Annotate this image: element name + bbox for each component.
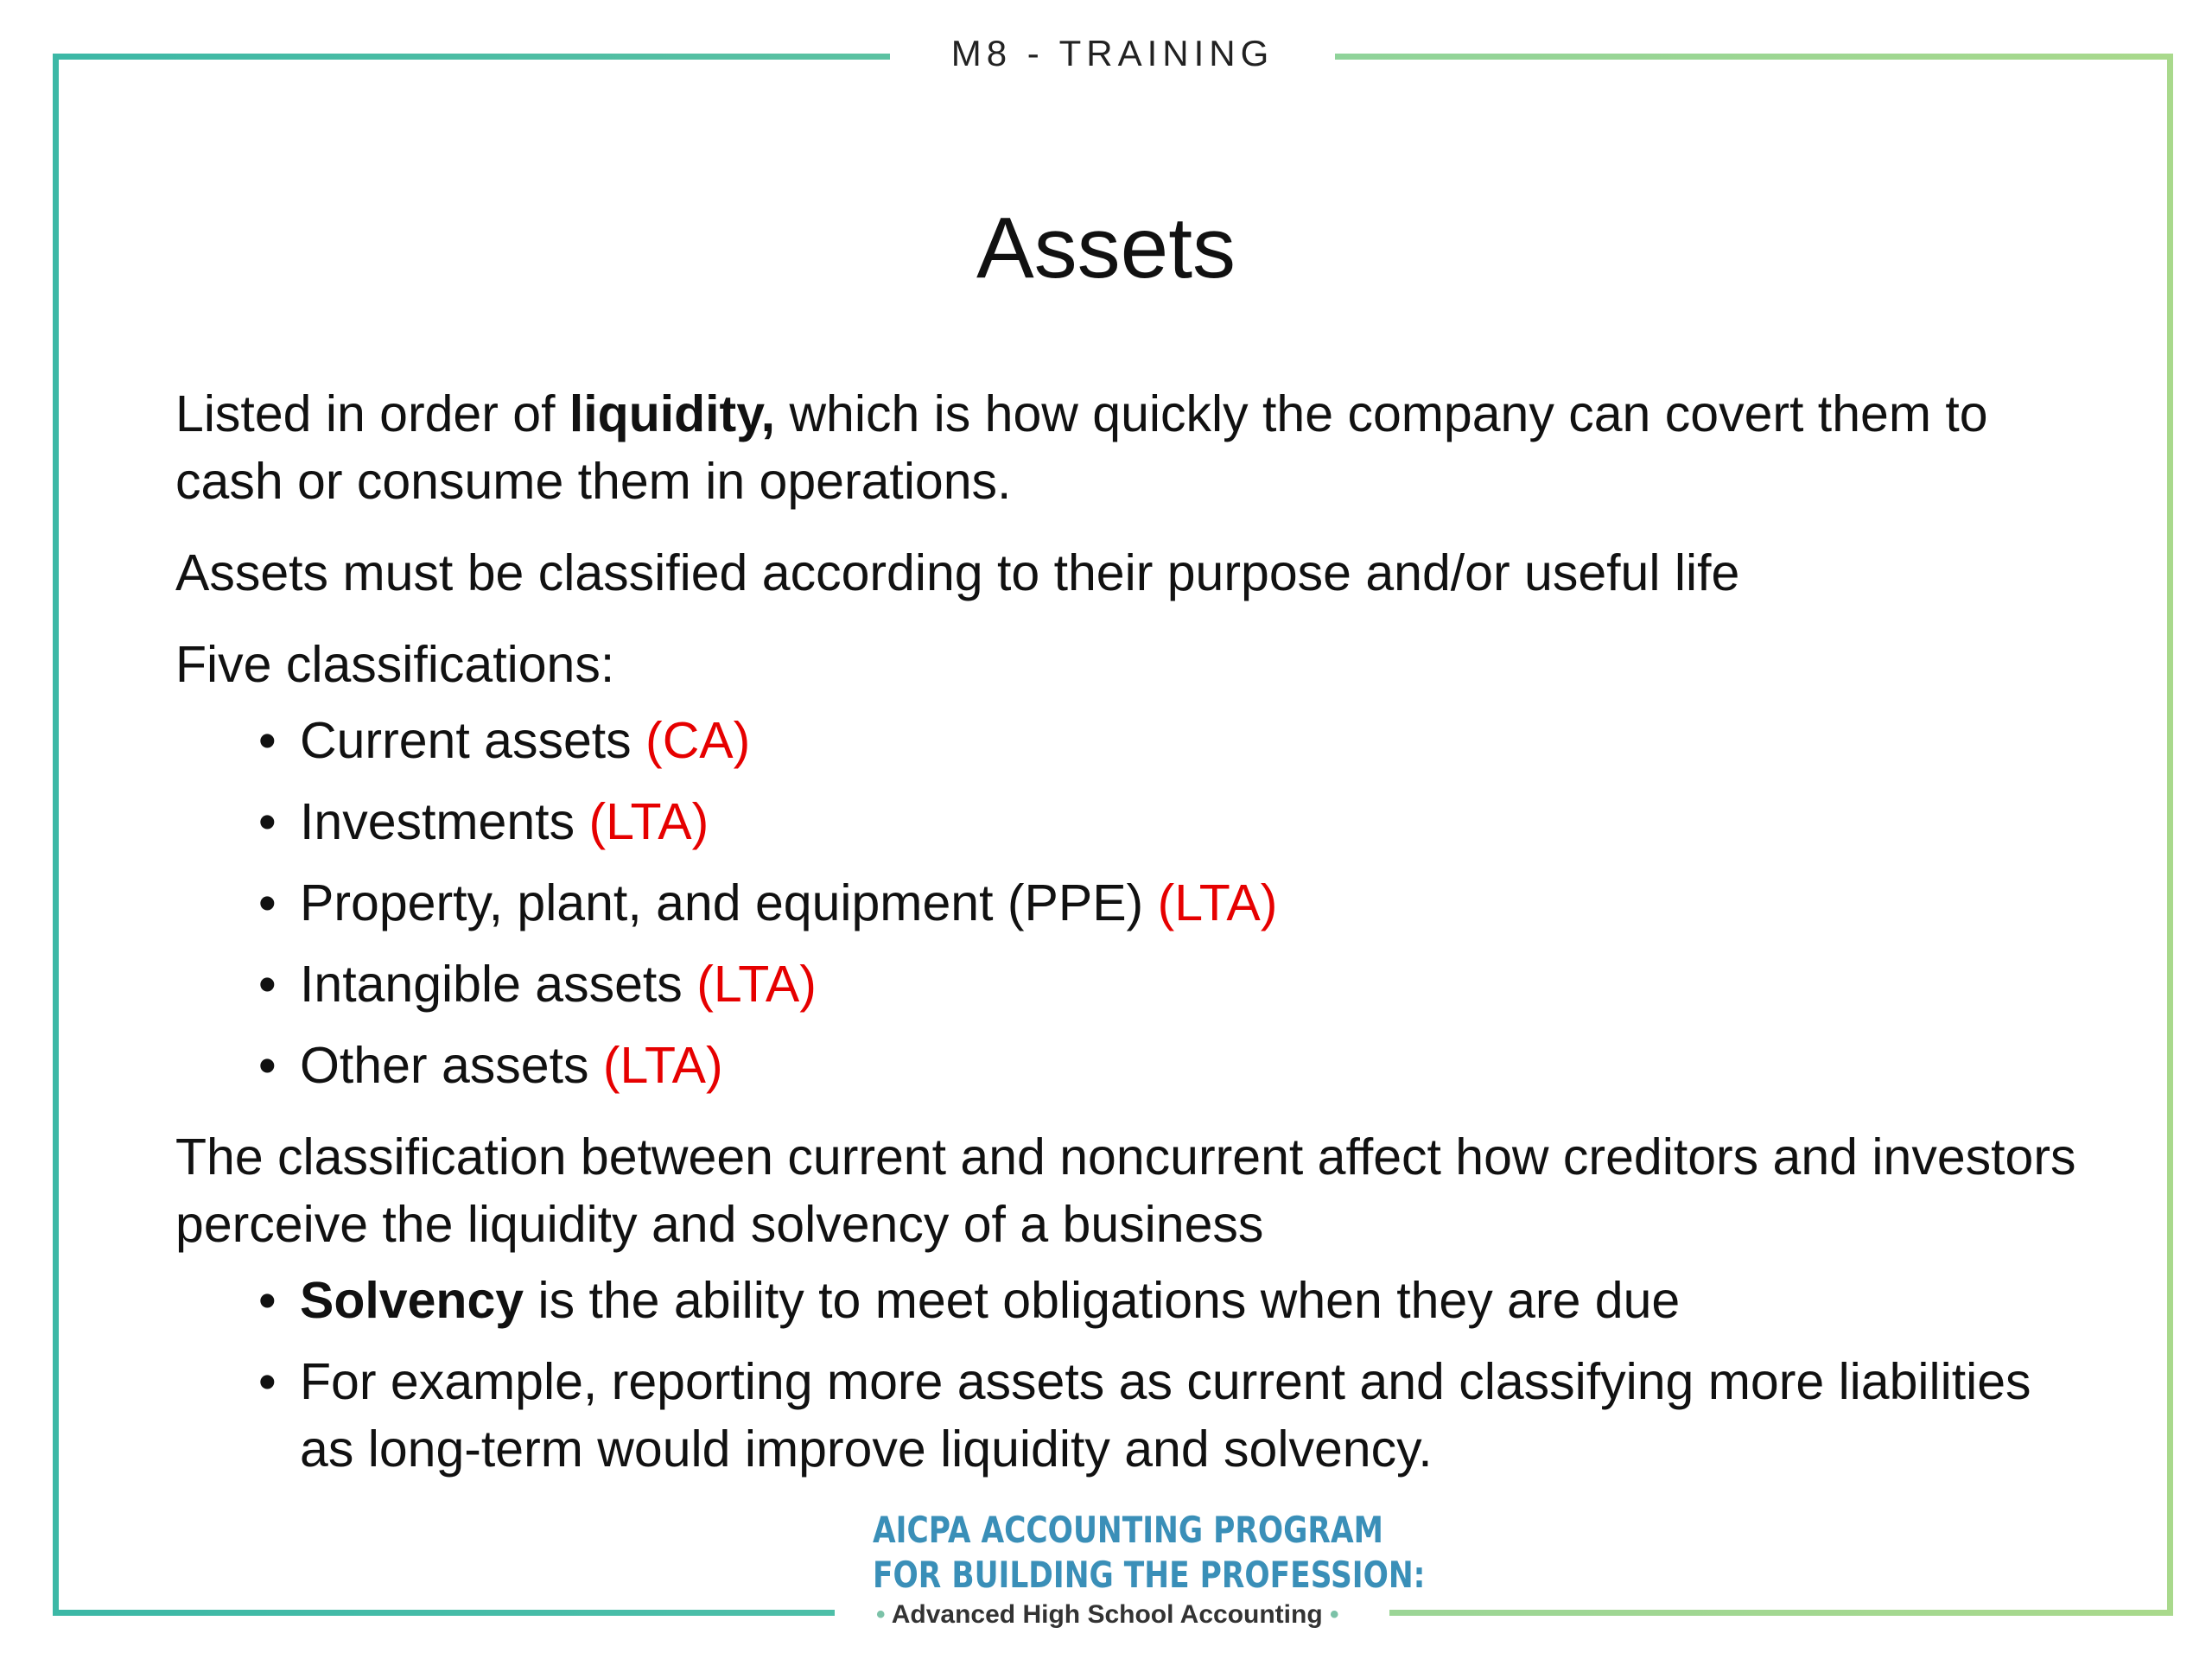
classification-tag: (LTA) — [588, 793, 709, 850]
frame-top-right-border — [1335, 54, 2173, 60]
aicpa-logo — [873, 1508, 1426, 1632]
liquidity-text-after: which is how quickly the company can covert them to cash or consume them in operations. — [175, 385, 1988, 510]
logo-line-1: AICPA ACCOUNTING PROGRAM — [873, 1509, 1383, 1551]
frame-bottom-left-border — [53, 1610, 835, 1616]
classification-tag: (LTA) — [1157, 874, 1278, 931]
list-item — [175, 1032, 2076, 1099]
classification-tag: (LTA) — [602, 1037, 723, 1094]
classification-label: Investments — [300, 793, 589, 850]
liquidity-paragraph — [175, 380, 2076, 515]
classification-tag: (CA) — [645, 712, 751, 769]
bullet-dot: • — [258, 793, 276, 850]
list-item — [175, 1267, 2076, 1334]
bullet-dot: • — [258, 1037, 276, 1094]
classification-paragraph: Assets must be classified according to their purpose and/or useful life — [175, 544, 1740, 601]
classification-list — [175, 707, 2076, 1099]
list-item — [175, 788, 2076, 855]
logo-dot-right: • — [1330, 1600, 1339, 1629]
list-item — [175, 869, 2076, 937]
slide-body — [175, 380, 2076, 1507]
liquidity-term: liquidity, — [569, 385, 776, 442]
classification-label: Property, plant, and equipment (PPE) — [300, 874, 1158, 931]
classification-label: Intangible assets — [300, 956, 697, 1013]
list-item — [175, 707, 2076, 774]
list-item — [175, 1348, 2076, 1483]
header-label: M8 - TRAINING — [950, 33, 1274, 73]
logo-dot-left: • — [876, 1600, 886, 1629]
solvency-definition: is the ability to meet obligations when they are due — [524, 1272, 1681, 1329]
list-item — [175, 950, 2076, 1018]
bullet-dot: • — [258, 1353, 276, 1410]
solvency-term: Solvency — [300, 1272, 524, 1329]
logo-line-2: FOR BUILDING THE PROFESSION: — [873, 1554, 1426, 1596]
bullet-dot: • — [258, 874, 276, 931]
frame-bottom-right-border — [1389, 1610, 2173, 1616]
bullet-dot: • — [258, 712, 276, 769]
solvency-list — [175, 1267, 2076, 1483]
five-classifications-heading: Five classifications: — [175, 636, 615, 693]
classification-tag: (LTA) — [696, 956, 817, 1013]
noncurrent-paragraph: The classification between current and noncurrent affect how creditors and investors perceive the liquidity and solvency of a business — [175, 1128, 2076, 1253]
bullet-dot: • — [258, 956, 276, 1013]
bullet-dot: • — [258, 1272, 276, 1329]
frame-top-left-border — [54, 54, 890, 60]
classification-label: Other assets — [300, 1037, 603, 1094]
slide-title: Assets — [976, 200, 1236, 296]
example-text: For example, reporting more assets as current and classifying more liabilities as long-term would improve liquidity and solvency. — [300, 1353, 2031, 1478]
classification-label: Current assets — [300, 712, 646, 769]
logo-subtitle-text: Advanced High School Accounting — [891, 1600, 1323, 1629]
liquidity-text-before: Listed in order of — [175, 385, 569, 442]
logo-subtitle — [873, 1598, 1357, 1632]
